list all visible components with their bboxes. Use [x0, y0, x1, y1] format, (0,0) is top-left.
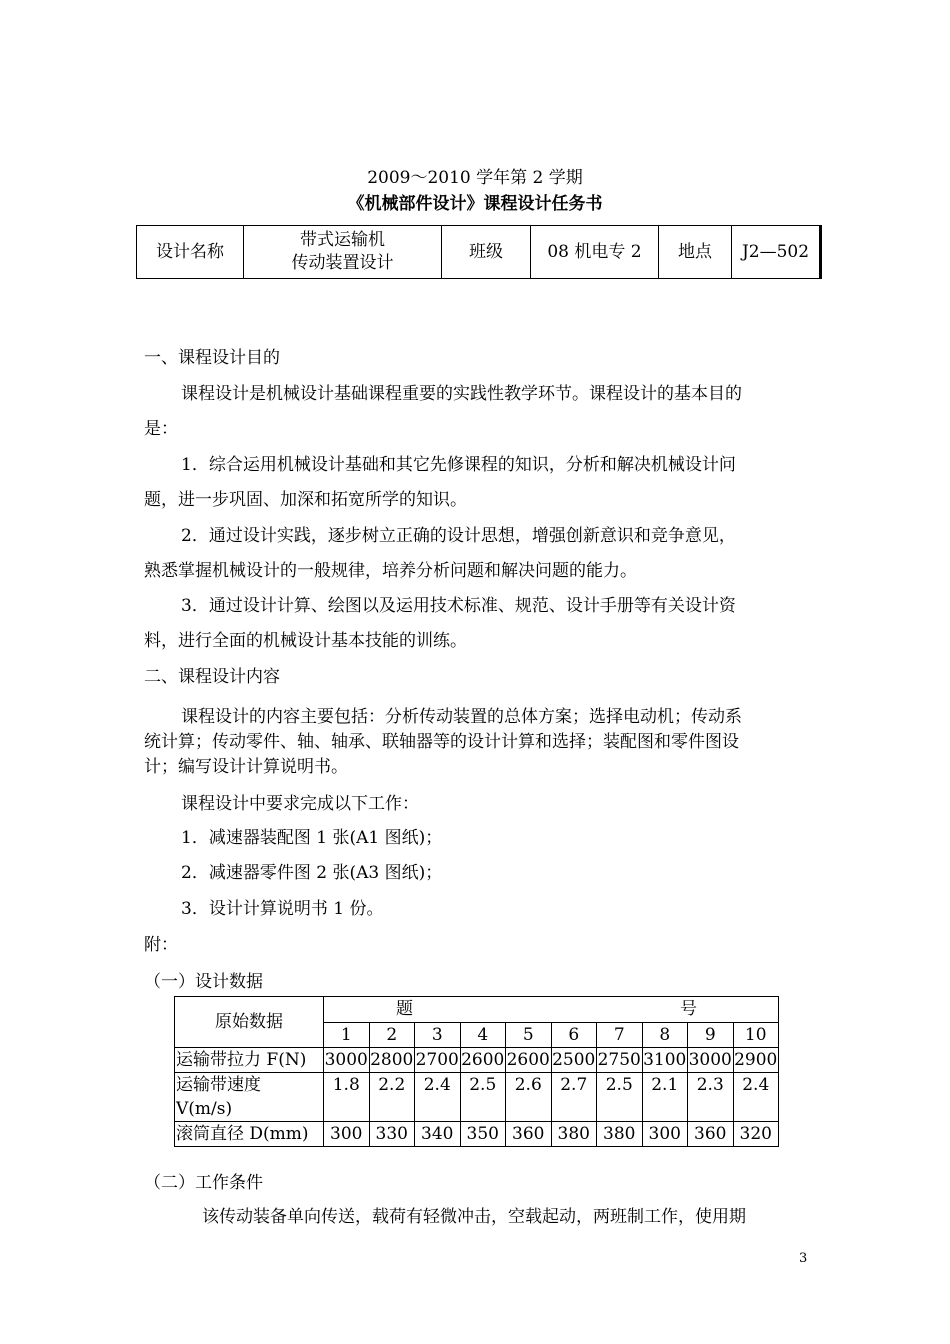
speed-value-cell: 2.5	[460, 1073, 506, 1122]
speed-value-cell: 2.5	[597, 1073, 643, 1122]
diameter-value-cell: 320	[733, 1122, 779, 1147]
design-name-value	[244, 226, 442, 279]
page-number: 3	[799, 1251, 808, 1266]
problem-number-cell: 6	[551, 1023, 597, 1048]
diameter-value-cell: 380	[597, 1122, 643, 1147]
section1-heading: 一、课程设计目的	[144, 348, 280, 368]
problem-number-cell: 7	[597, 1023, 643, 1048]
design-data-heading: （一）设计数据	[144, 972, 263, 992]
section1-item2-line2: 熟悉掌握机械设计的一般规律，培养分析问题和解决问题的能力。	[144, 561, 637, 581]
work-conditions-heading: （二）工作条件	[144, 1173, 263, 1193]
speed-value-cell: 2.1	[642, 1073, 688, 1122]
force-value-cell: 3000	[688, 1048, 734, 1073]
problem-number-cell: 10	[733, 1023, 779, 1048]
speed-value-cell: 2.4	[733, 1073, 779, 1122]
diameter-value-cell: 350	[460, 1122, 506, 1147]
data-table-header-char2: 号	[680, 999, 697, 1019]
problem-number-cell: 3	[415, 1023, 461, 1048]
diameter-value-cell: 360	[688, 1122, 734, 1147]
speed-value-cell: 2.2	[369, 1073, 415, 1122]
section2-paragraph-line1: 课程设计的内容主要包括：分析传动装置的总体方案；选择电动机；传动系	[181, 707, 742, 727]
data-table-row-force	[175, 1048, 779, 1073]
section2-paragraph-line2: 统计算；传动零件、轴、轴承、联轴器等的设计计算和选择；装配图和零件图设	[144, 732, 739, 752]
info-table	[136, 225, 822, 279]
speed-value-cell: 1.8	[324, 1073, 370, 1122]
section1-paragraph-line2: 是：	[144, 419, 178, 439]
section1-paragraph-line1: 课程设计是机械设计基础课程重要的实践性教学环节。课程设计的基本目的	[181, 384, 742, 404]
design-data-table	[174, 996, 779, 1147]
row-diameter-label: 滚筒直径 D(mm)	[175, 1122, 324, 1147]
speed-value-cell: 2.4	[415, 1073, 461, 1122]
data-table-corner-label: 原始数据	[175, 997, 324, 1048]
force-value-cell: 2750	[597, 1048, 643, 1073]
section1-item3-line2: 料，进行全面的机械设计基本技能的训练。	[144, 631, 467, 651]
appendix-label: 附：	[144, 935, 178, 955]
data-table-row-speed	[175, 1073, 779, 1122]
force-value-cell: 2600	[460, 1048, 506, 1073]
problem-number-cell: 5	[506, 1023, 552, 1048]
section1-item1-line2: 题，进一步巩固、加深和拓宽所学的知识。	[144, 490, 467, 510]
semester-line: 2009～2010 学年第 2 学期	[367, 168, 583, 188]
diameter-value-cell: 300	[324, 1122, 370, 1147]
speed-value-cell: 2.6	[506, 1073, 552, 1122]
section2-tasks-intro: 课程设计中要求完成以下工作：	[181, 794, 419, 814]
problem-number-cell: 4	[460, 1023, 506, 1048]
force-value-cell: 2900	[733, 1048, 779, 1073]
row-force-label: 运输带拉力 F(N)	[175, 1048, 324, 1073]
force-value-cell: 3000	[324, 1048, 370, 1073]
speed-value-cell: 2.7	[551, 1073, 597, 1122]
force-value-cell: 2700	[415, 1048, 461, 1073]
work-conditions-text: 该传动装备单向传送，载荷有轻微冲击，空载起动，两班制工作，使用期	[202, 1207, 746, 1227]
problem-number-cell: 8	[642, 1023, 688, 1048]
place-value: J2—502	[732, 226, 821, 279]
design-name-value-line2: 传动装置设计	[291, 253, 394, 273]
row-speed-label-line1: 运输带速度	[176, 1075, 261, 1095]
section2-heading: 二、课程设计内容	[144, 667, 280, 687]
problem-number-cell: 9	[688, 1023, 734, 1048]
data-table-row-diameter	[175, 1122, 779, 1147]
data-table-header-char1: 题	[396, 999, 413, 1019]
data-table-header	[324, 997, 779, 1023]
design-name-value-line1: 带式运输机	[300, 230, 385, 250]
diameter-value-cell: 380	[551, 1122, 597, 1147]
force-value-cell: 2800	[369, 1048, 415, 1073]
document-title: 《机械部件设计》课程设计任务书	[347, 194, 603, 214]
section2-task3: 3．设计计算说明书 1 份。	[181, 899, 384, 919]
design-name-label: 设计名称	[137, 226, 244, 279]
diameter-value-cell: 340	[415, 1122, 461, 1147]
section2-task2: 2．减速器零件图 2 张(A3 图纸)；	[181, 863, 443, 883]
row-speed-label-line2: V(m/s)	[176, 1099, 233, 1119]
section1-item1-line1: 1．综合运用机械设计基础和其它先修课程的知识，分析和解决机械设计问	[181, 455, 736, 475]
section2-task1: 1．减速器装配图 1 张(A1 图纸)；	[181, 828, 443, 848]
diameter-value-cell: 360	[506, 1122, 552, 1147]
class-value: 08 机电专 2	[531, 226, 659, 279]
problem-number-cell: 2	[369, 1023, 415, 1048]
force-value-cell: 2600	[506, 1048, 552, 1073]
place-label: 地点	[659, 226, 732, 279]
force-value-cell: 3100	[642, 1048, 688, 1073]
class-label: 班级	[442, 226, 531, 279]
section1-item2-line1: 2．通过设计实践，逐步树立正确的设计思想，增强创新意识和竞争意见，	[181, 526, 736, 546]
row-speed-label	[175, 1073, 324, 1122]
diameter-value-cell: 330	[369, 1122, 415, 1147]
section2-paragraph-line3: 计；编写设计计算说明书。	[144, 757, 348, 777]
diameter-value-cell: 300	[642, 1122, 688, 1147]
speed-value-cell: 2.3	[688, 1073, 734, 1122]
problem-number-cell: 1	[324, 1023, 370, 1048]
section1-item3-line1: 3．通过设计计算、绘图以及运用技术标准、规范、设计手册等有关设计资	[181, 596, 736, 616]
force-value-cell: 2500	[551, 1048, 597, 1073]
